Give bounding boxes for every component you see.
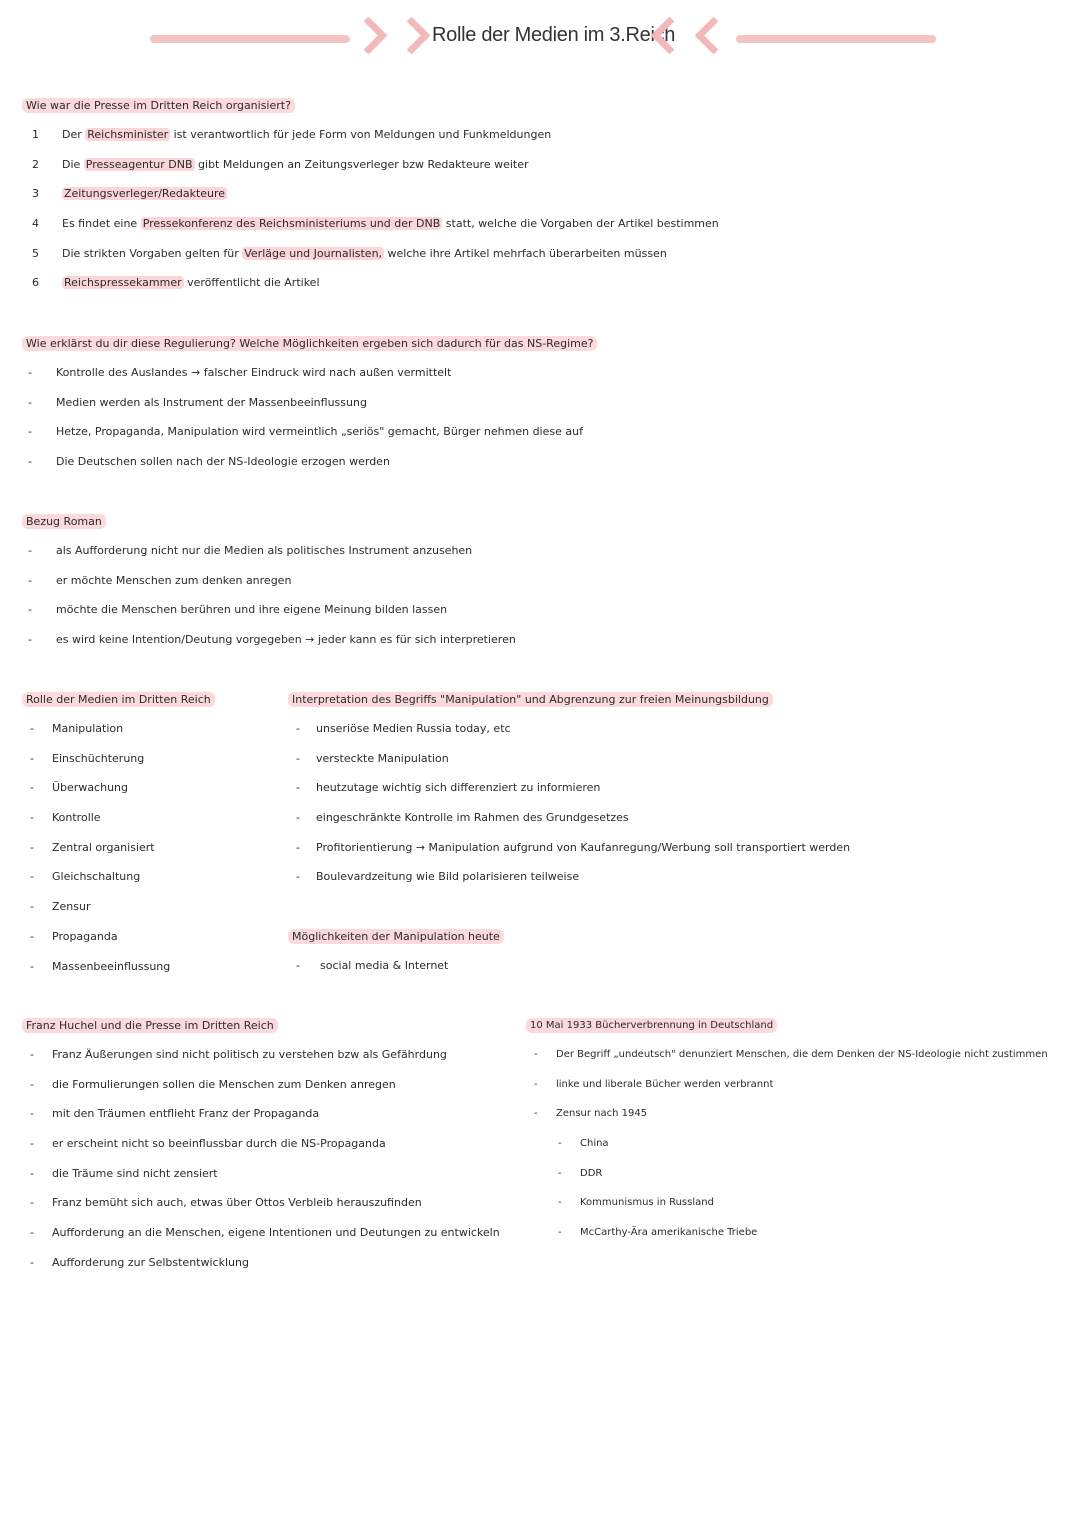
list-item: - Zensur nach 1945 (534, 1108, 648, 1120)
list-item: - Überwachung (30, 781, 129, 795)
section-press-organization (22, 98, 1062, 305)
list-item: - Medien werden als Instrument der Massenbeeinflussung (28, 395, 367, 409)
section-heading: Rolle der Medien im Dritten Reich (22, 692, 215, 707)
section-heading: Wie war die Presse im Dritten Reich organisiert? (22, 98, 295, 113)
list-item: - heutzutage wichtig sich differenziert zu informieren (296, 781, 601, 795)
section-media-role (22, 692, 282, 988)
list-subitem: - McCarthy-Ära amerikanische Triebe (558, 1227, 758, 1239)
bullet-list (22, 365, 1062, 469)
list-item: 2 Die Presseagentur DNB gibt Meldungen an Zeitungsverleger bzw Redakteure weiter (32, 157, 529, 171)
bullet-list (288, 721, 1068, 884)
list-item: - Kontrolle des Auslandes → falscher Eindruck wird nach außen vermittelt (28, 366, 452, 379)
bullet-list (526, 1047, 1074, 1240)
list-item: - als Aufforderung nicht nur die Medien als politisches Instrument anzusehen (28, 544, 473, 557)
section-heading: 10 Mai 1933 Bücherverbrennung in Deutschland (526, 1018, 777, 1033)
list-item: - es wird keine Intention/Deutung vorgegeben → jeder kann es für sich interpretieren (28, 633, 516, 647)
list-item: - linke und liberale Bücher werden verbrannt (534, 1078, 774, 1090)
bullet-list (22, 721, 282, 974)
list-item: - social media & Internet (296, 959, 449, 972)
section-heading: Bezug Roman (22, 514, 106, 529)
section-manipulation-today (288, 929, 888, 988)
list-item: - Aufforderung zur Selbstentwicklung (30, 1255, 249, 1269)
section-novel-reference (22, 514, 1062, 662)
list-item: 1 Der Reichsminister ist verantwortlich für jede Form von Meldungen und Funkmeldungen (32, 128, 552, 141)
page-header (0, 18, 1080, 62)
section-book-burning (526, 1018, 1074, 1255)
list-item: - unseriöse Medien Russia today, etc (296, 722, 511, 735)
bullet-list (22, 543, 1062, 647)
bullet-list (288, 958, 888, 973)
list-item: - Massenbeeinflussung (30, 959, 171, 973)
list-item: - Franz Äußerungen sind nicht politisch zu verstehen bzw als Gefährdung (30, 1048, 447, 1061)
list-item: 5 Die strikten Vorgaben gelten für Verläge und Journalisten, welche ihre Artikel mehrfach überarbeiten müssen (32, 246, 667, 260)
section-heading: Franz Huchel und die Presse im Dritten Reich (22, 1018, 278, 1033)
section-heading: Möglichkeiten der Manipulation heute (288, 929, 504, 944)
list-item: - Zentral organisiert (30, 840, 155, 854)
list-subitem: - China (558, 1138, 609, 1150)
chevron-left-icon (650, 16, 688, 54)
list-item: - Die Deutschen sollen nach der NS-Ideologie erzogen werden (28, 455, 390, 469)
list-item: - Einschüchterung (30, 751, 145, 765)
list-item: - Zensur (30, 900, 91, 914)
list-item: - Aufforderung an die Menschen, eigene Intentionen und Deutungen zu entwickeln (30, 1226, 500, 1240)
list-item: - Franz bemüht sich auch, etwas über Ottos Verbleib herauszufinden (30, 1196, 422, 1210)
header-line-left (150, 35, 350, 43)
list-item: 6 Reichspressekammer veröffentlicht die Artikel (32, 276, 320, 290)
list-item: - Der Begriff „undeutsch" denunziert Menschen, die dem Denken der NS-Ideologie nicht zustimmen (534, 1049, 1048, 1060)
header-line-right (736, 35, 936, 43)
list-item: - möchte die Menschen berühren und ihre eigene Meinung bilden lassen (28, 603, 448, 617)
chevron-right-icon (392, 16, 430, 54)
chevron-right-icon (349, 16, 387, 54)
list-item: - Kontrolle (30, 811, 101, 825)
list-item: 3 Zeitungsverleger/Redakteure (32, 187, 226, 201)
bullet-list (22, 1047, 522, 1270)
list-item: - Boulevardzeitung wie Bild polarisieren teilweise (296, 870, 580, 884)
list-item: - versteckte Manipulation (296, 751, 449, 765)
list-subitem: - DDR (558, 1167, 603, 1179)
list-item: - Hetze, Propaganda, Manipulation wird vermeintlich „seriös" gemacht, Bürger nehmen diese auf (28, 425, 583, 439)
section-regulation (22, 336, 1062, 484)
list-item: - Profitorientierung → Manipulation aufgrund von Kaufanregung/Werbung soll transportiert werden (296, 840, 851, 854)
numbered-list (22, 127, 1062, 290)
list-item: - die Träume sind nicht zensiert (30, 1166, 218, 1180)
list-item: - Gleichschaltung (30, 870, 141, 884)
list-item: - die Formulierungen sollen die Menschen zum Denken anregen (30, 1077, 396, 1091)
list-item: - er erscheint nicht so beeinflussbar durch die NS-Propaganda (30, 1137, 386, 1151)
section-heading: Wie erklärst du dir diese Regulierung? Welche Möglichkeiten ergeben sich dadurch für das NS-Regime? (22, 336, 597, 351)
list-item: - Propaganda (30, 929, 118, 943)
list-item: - mit den Träumen entflieht Franz der Propaganda (30, 1107, 320, 1121)
section-heading: Interpretation des Begriffs "Manipulation" und Abgrenzung zur freien Meinungsbildung (288, 692, 773, 707)
list-item: 4 Es findet eine Pressekonferenz des Reichsministeriums und der DNB statt, welche die Vorgaben der Artikel bestimmen (32, 217, 719, 231)
chevron-left-icon (694, 16, 732, 54)
list-item: - eingeschränkte Kontrolle im Rahmen des Grundgesetzes (296, 811, 629, 825)
list-subitem: - Kommunismus in Russland (558, 1197, 714, 1209)
section-manipulation-interpretation (288, 692, 1068, 899)
page-title: Rolle der Medien im 3.Reich (432, 24, 676, 46)
list-item: - Manipulation (30, 722, 124, 735)
section-franz-huchel (22, 1018, 522, 1285)
list-item: - er möchte Menschen zum denken anregen (28, 573, 292, 587)
